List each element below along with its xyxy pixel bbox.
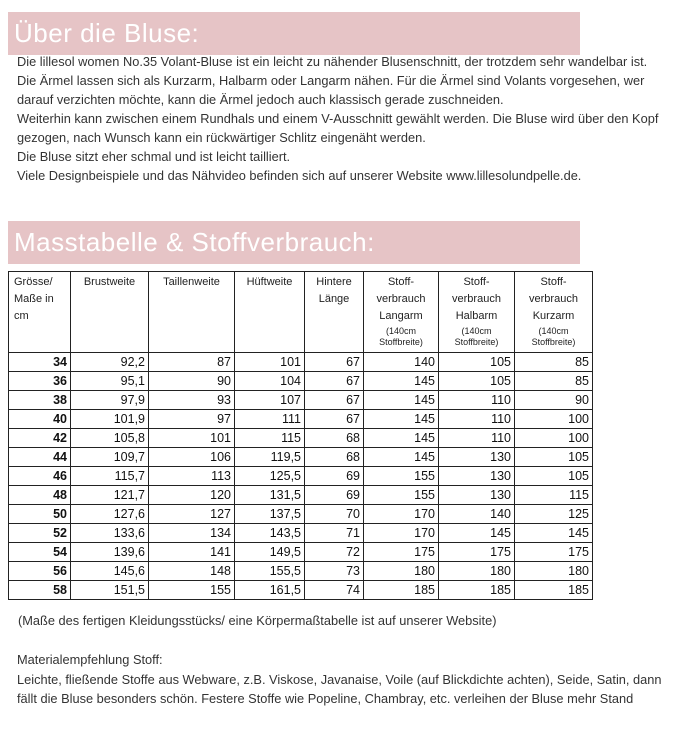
table-cell-half: 175 <box>439 543 515 562</box>
table-cell-half: 105 <box>439 353 515 372</box>
table-cell-waist: 134 <box>149 524 235 543</box>
table-cell-back: 69 <box>305 467 364 486</box>
table-cell-bust: 92,2 <box>71 353 149 372</box>
intro-paragraph: Die Bluse sitzt eher schmal und ist leicht tailliert. <box>17 149 291 164</box>
table-cell-short: 105 <box>515 467 593 486</box>
table-cell-size: 58 <box>9 581 71 600</box>
table-cell-back: 74 <box>305 581 364 600</box>
size-table <box>8 271 593 600</box>
table-cell-bust: 133,6 <box>71 524 149 543</box>
measurement-note: (Maße des fertigen Kleidungsstücks/ eine Körpermaßtabelle ist auf unserer Website) <box>18 613 497 628</box>
table-cell-back: 71 <box>305 524 364 543</box>
header-fabric-long-label: Stoff- verbrauch Langarm <box>376 276 426 322</box>
table-cell-short: 175 <box>515 543 593 562</box>
table-cell-waist: 113 <box>149 467 235 486</box>
table-row <box>9 372 593 391</box>
table-cell-short: 105 <box>515 448 593 467</box>
table-cell-hip: 131,5 <box>235 486 305 505</box>
table-cell-size: 38 <box>9 391 71 410</box>
table-cell-half: 185 <box>439 581 515 600</box>
table-cell-hip: 155,5 <box>235 562 305 581</box>
table-cell-back: 73 <box>305 562 364 581</box>
table-cell-hip: 161,5 <box>235 581 305 600</box>
table-cell-back: 72 <box>305 543 364 562</box>
table-cell-hip: 149,5 <box>235 543 305 562</box>
header-back-length: Hintere Länge <box>305 272 364 353</box>
table-cell-size: 44 <box>9 448 71 467</box>
table-cell-short: 180 <box>515 562 593 581</box>
table-cell-long: 170 <box>364 505 439 524</box>
table-cell-half: 140 <box>439 505 515 524</box>
section-banner-about: Über die Bluse: <box>8 12 580 55</box>
table-cell-half: 105 <box>439 372 515 391</box>
table-cell-bust: 101,9 <box>71 410 149 429</box>
table-cell-long: 145 <box>364 429 439 448</box>
table-cell-waist: 127 <box>149 505 235 524</box>
header-fabric-short-label: Stoff- verbrauch Kurzarm <box>529 276 578 322</box>
table-cell-long: 145 <box>364 372 439 391</box>
table-cell-hip: 107 <box>235 391 305 410</box>
table-row <box>9 543 593 562</box>
table-cell-short: 185 <box>515 581 593 600</box>
table-cell-half: 145 <box>439 524 515 543</box>
table-cell-size: 54 <box>9 543 71 562</box>
table-cell-half: 130 <box>439 467 515 486</box>
table-row <box>9 429 593 448</box>
table-cell-back: 69 <box>305 486 364 505</box>
table-cell-short: 145 <box>515 524 593 543</box>
table-cell-half: 130 <box>439 486 515 505</box>
table-row <box>9 467 593 486</box>
table-row <box>9 505 593 524</box>
header-bust: Brustweite <box>71 272 149 353</box>
header-fabric-short <box>515 272 593 353</box>
table-header-row <box>9 272 593 353</box>
table-row <box>9 410 593 429</box>
table-row <box>9 562 593 581</box>
table-cell-bust: 105,8 <box>71 429 149 448</box>
table-cell-size: 42 <box>9 429 71 448</box>
material-text: Leichte, fließende Stoffe aus Webware, z.B. Viskose, Javanaise, Voile (auf Blickdichte achten), Seide, Satin, dann fällt die Bluse besonders schön. Festere Stoffe wie Popeline, Chambray, etc. verleihen der Bluse mehr Stand <box>17 672 662 706</box>
table-cell-short: 85 <box>515 372 593 391</box>
table-row <box>9 524 593 543</box>
table-cell-hip: 101 <box>235 353 305 372</box>
table-cell-back: 67 <box>305 353 364 372</box>
table-cell-short: 100 <box>515 429 593 448</box>
table-cell-short: 125 <box>515 505 593 524</box>
table-cell-waist: 141 <box>149 543 235 562</box>
table-cell-bust: 121,7 <box>71 486 149 505</box>
section-banner-size-table: Masstabelle & Stoffverbrauch: <box>8 221 580 264</box>
table-cell-waist: 87 <box>149 353 235 372</box>
header-fabric-half-label: Stoff- verbrauch Halbarm <box>452 276 501 322</box>
table-cell-waist: 97 <box>149 410 235 429</box>
header-fabric-long <box>364 272 439 353</box>
table-cell-hip: 143,5 <box>235 524 305 543</box>
table-cell-back: 67 <box>305 372 364 391</box>
header-waist: Taillenweite <box>149 272 235 353</box>
table-cell-half: 110 <box>439 391 515 410</box>
table-cell-short: 85 <box>515 353 593 372</box>
table-row <box>9 448 593 467</box>
table-cell-half: 110 <box>439 410 515 429</box>
table-cell-bust: 127,6 <box>71 505 149 524</box>
table-cell-half: 130 <box>439 448 515 467</box>
table-cell-hip: 115 <box>235 429 305 448</box>
table-cell-long: 170 <box>364 524 439 543</box>
table-cell-long: 145 <box>364 410 439 429</box>
table-cell-hip: 119,5 <box>235 448 305 467</box>
table-cell-hip: 125,5 <box>235 467 305 486</box>
header-hip: Hüftweite <box>235 272 305 353</box>
table-cell-long: 155 <box>364 486 439 505</box>
table-cell-half: 180 <box>439 562 515 581</box>
table-cell-bust: 145,6 <box>71 562 149 581</box>
table-cell-long: 140 <box>364 353 439 372</box>
intro-paragraph: Viele Designbeispiele und das Nähvideo befinden sich auf unserer Website www.lillesolundpelle.de. <box>17 168 582 183</box>
header-fabric-width-note: (140cm Stoffbreite) <box>379 326 423 347</box>
table-cell-size: 34 <box>9 353 71 372</box>
table-cell-bust: 97,9 <box>71 391 149 410</box>
header-size: Grösse/ Maße in cm <box>9 272 71 353</box>
table-row <box>9 486 593 505</box>
table-cell-short: 100 <box>515 410 593 429</box>
table-cell-long: 145 <box>364 391 439 410</box>
table-cell-long: 145 <box>364 448 439 467</box>
table-cell-hip: 137,5 <box>235 505 305 524</box>
table-cell-long: 180 <box>364 562 439 581</box>
table-cell-size: 46 <box>9 467 71 486</box>
intro-text <box>17 52 667 185</box>
table-row <box>9 581 593 600</box>
table-cell-short: 115 <box>515 486 593 505</box>
table-row <box>9 391 593 410</box>
table-cell-bust: 151,5 <box>71 581 149 600</box>
table-cell-half: 110 <box>439 429 515 448</box>
table-cell-back: 67 <box>305 391 364 410</box>
table-cell-back: 68 <box>305 448 364 467</box>
table-cell-bust: 109,7 <box>71 448 149 467</box>
table-cell-long: 155 <box>364 467 439 486</box>
table-cell-waist: 106 <box>149 448 235 467</box>
table-cell-size: 40 <box>9 410 71 429</box>
table-cell-size: 56 <box>9 562 71 581</box>
table-cell-size: 36 <box>9 372 71 391</box>
table-cell-long: 175 <box>364 543 439 562</box>
table-cell-waist: 148 <box>149 562 235 581</box>
table-cell-back: 68 <box>305 429 364 448</box>
table-cell-size: 50 <box>9 505 71 524</box>
intro-paragraph: Die lillesol women No.35 Volant-Bluse ist ein leicht zu nähender Blusenschnitt, der trotzdem sehr wandelbar ist. Die Ärmel lassen sich als Kurzarm, Halbarm oder Langarm nähen. Für die Ärmel sind Volants vorgesehen, wer darauf verzichten möchte, kann die Ärmel jedoch auch klassisch gerade zuschneiden. <box>17 54 648 107</box>
table-cell-back: 67 <box>305 410 364 429</box>
material-title: Materialempfehlung Stoff: <box>17 652 163 667</box>
table-cell-size: 48 <box>9 486 71 505</box>
header-fabric-half <box>439 272 515 353</box>
table-cell-bust: 139,6 <box>71 543 149 562</box>
table-cell-hip: 111 <box>235 410 305 429</box>
table-cell-bust: 115,7 <box>71 467 149 486</box>
table-body <box>9 353 593 600</box>
intro-paragraph: Weiterhin kann zwischen einem Rundhals und einem V-Ausschnitt gewählt werden. Die Bluse wird über den Kopf gezogen, nach Wunsch kann ein rückwärtiger Schlitz eingenäht werden. <box>17 111 659 145</box>
table-row <box>9 353 593 372</box>
table-cell-waist: 90 <box>149 372 235 391</box>
table-cell-short: 90 <box>515 391 593 410</box>
table-cell-waist: 93 <box>149 391 235 410</box>
table-cell-waist: 155 <box>149 581 235 600</box>
table-cell-waist: 120 <box>149 486 235 505</box>
table-cell-size: 52 <box>9 524 71 543</box>
header-fabric-width-note: (140cm Stoffbreite) <box>454 326 499 347</box>
table-cell-waist: 101 <box>149 429 235 448</box>
table-cell-bust: 95,1 <box>71 372 149 391</box>
table-cell-long: 185 <box>364 581 439 600</box>
table-cell-hip: 104 <box>235 372 305 391</box>
table-cell-back: 70 <box>305 505 364 524</box>
header-fabric-width-note: (140cm Stoffbreite) <box>531 326 576 347</box>
